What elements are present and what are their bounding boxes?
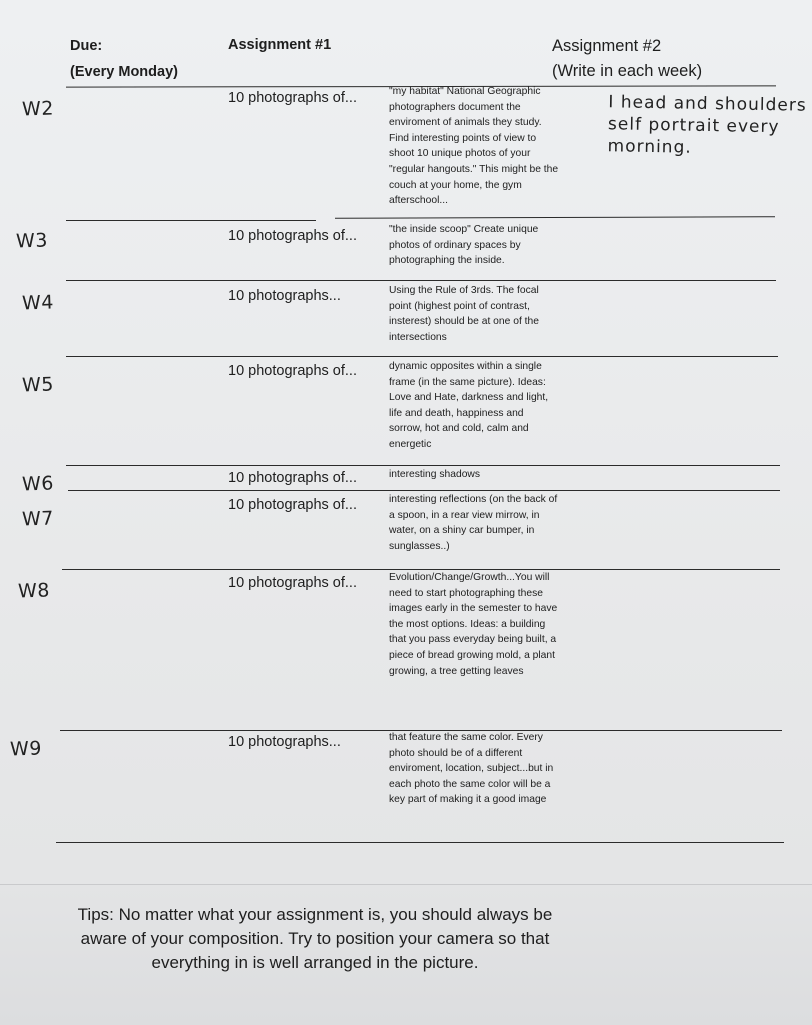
assignment1-text: 10 photographs... (228, 734, 341, 750)
assignment1-header: Assignment #1 (228, 37, 332, 53)
assignment2-header: Assignment #2 (552, 37, 662, 55)
row-divider (335, 216, 775, 219)
week-label: W4 (21, 291, 55, 315)
week-label: W9 (9, 737, 43, 761)
assignment1-text: 10 photographs of... (228, 497, 357, 513)
week-label: W6 (21, 472, 55, 496)
assignment1-text: 10 photographs of... (228, 470, 357, 486)
assignment-description: "my habitat" National Geographic photographers document the enviroment of animals they study. Find interesting points of view to shoot 10 unique photos of your "regular hangouts." This might be the couch at your home, the gym afterschool... (389, 86, 559, 207)
assignment2-sub-header: (Write in each week) (552, 62, 703, 80)
assignment-description: that feature the same color. Every photo should be of a different enviroment, location, subject...but in each photo the same color will be a key part of making it a good image (389, 732, 554, 806)
row-divider (66, 356, 778, 357)
assignment-description: dynamic opposites within a single frame (in the same picture). Ideas: Love and Hate, darkness and light, life and death, happiness and sorrow, hot and cold, calm and energetic (389, 361, 549, 450)
row-divider (66, 220, 316, 221)
week-label: W5 (21, 373, 55, 397)
week-label: W7 (21, 507, 55, 531)
assignment-description: Using the Rule of 3rds. The focal point (highest point of contrast, insterest) should be at one of the intersections (389, 285, 539, 343)
assignment-description: interesting shadows (389, 469, 481, 480)
row-divider (66, 280, 776, 281)
assignment1-text: 10 photographs of... (228, 90, 357, 106)
due-label: Due: (70, 38, 103, 54)
handwritten-note: I head and shoulders self portrait every morning. (607, 92, 807, 158)
assignment1-text: 10 photographs of... (228, 575, 357, 591)
assignment-description: interesting reflections (on the back of a spoon, in a rear view mirrow, in water, on a shiny car bumper, in sunglasses..) (389, 494, 558, 552)
assignment-description: Evolution/Change/Growth...You will need to start photographing these images early in the semester to have the most options. Ideas: a building that you pass everyday being built, a piece of bread growing mold, a plant growing, a tree getting leaves (389, 572, 558, 677)
row-divider (56, 842, 784, 843)
tips-paragraph: Tips: No matter what your assignment is, you should always be aware of your composition. Try to position your camera so that everything in is well arranged in the picture. (77, 905, 553, 972)
assignment1-text: 10 photographs of... (228, 228, 357, 244)
assignment1-text: 10 photographs... (228, 288, 341, 304)
due-sub-label: (Every Monday) (70, 64, 178, 80)
assignment1-text: 10 photographs of... (228, 363, 357, 379)
week-label: W8 (17, 579, 51, 603)
week-label: W2 (21, 97, 55, 121)
week-label: W3 (15, 229, 49, 253)
assignment-description: "the inside scoop" Create unique photos of ordinary spaces by photographing the inside. (389, 224, 539, 267)
